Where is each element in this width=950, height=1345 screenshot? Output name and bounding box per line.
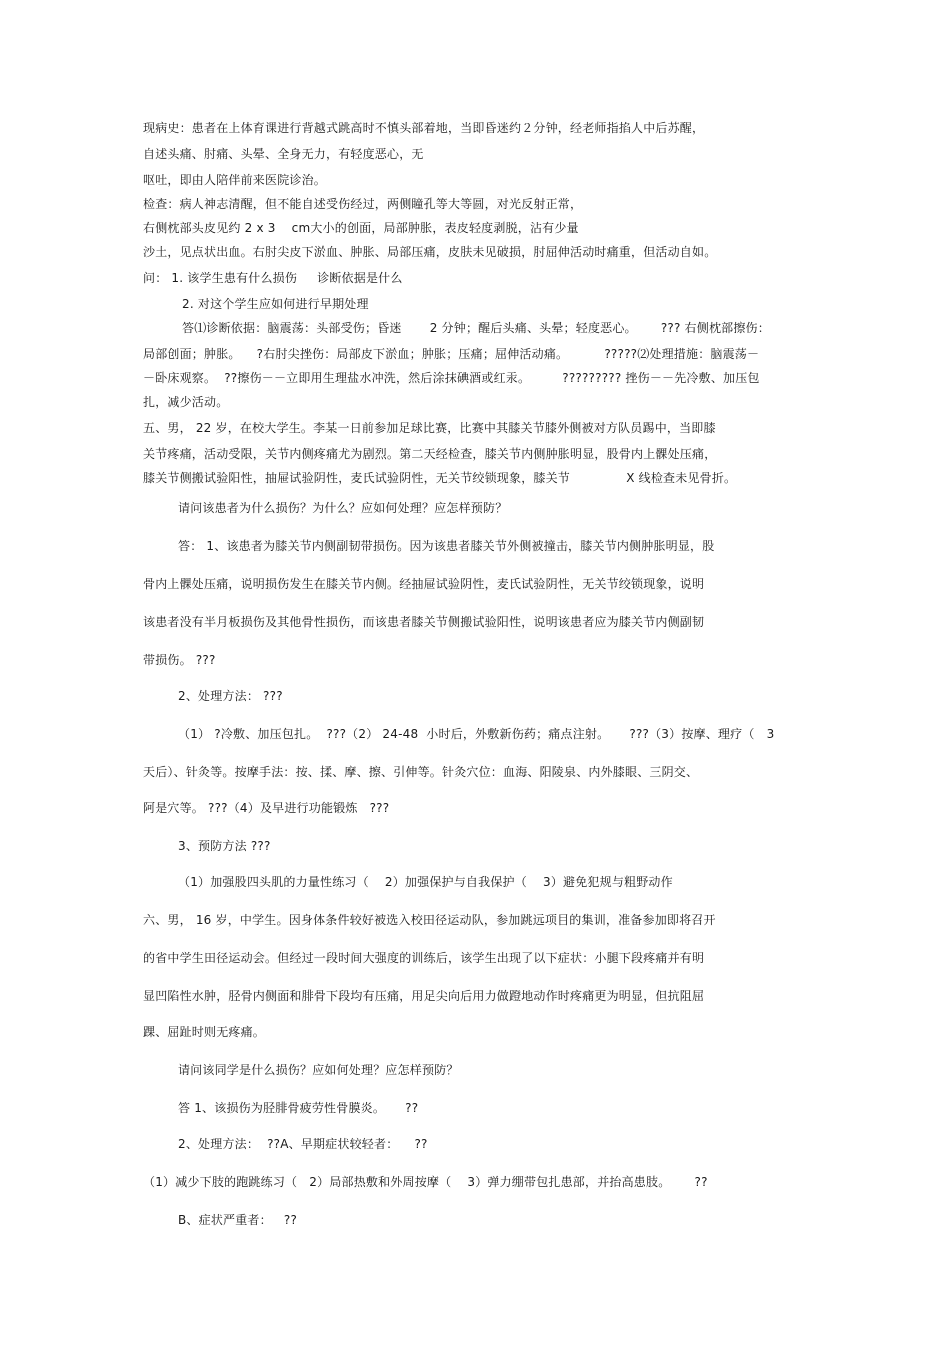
text-line: 显凹陷性水肿，胫骨内侧面和腓骨下段均有压痛，用足尖向后用力做蹬地动作时疼痛更为明显，但抗阻屈 [143,989,705,1003]
text-line: 该患者没有半月板损伤及其他骨性损伤，而该患者膝关节侧搬试验阳性，说明该患者应为膝关节内侧副韧 [143,615,705,629]
text-line: 2、处理方法： ??A、早期症状较轻者： ?? [178,1137,428,1151]
text-line: （1）减少下肢的跑跳练习（ 2）局部热敷和外周按摩（ 3）弹力绷带包扎患部，并抬高患肢。 ?? [143,1175,708,1189]
text-line: 问： 1. 该学生患有什么损伤 诊断依据是什么 [143,271,403,285]
text-line: 沙土，见点状出血。右肘尖皮下淤血、肿胀、局部压痛，皮肤未见破损，肘屈伸活动时痛重，但活动自如。 [143,245,717,259]
text-line: 自述头痛、肘痛、头晕、全身无力，有轻度恶心，无 [143,147,424,161]
text-line: 呕吐，即由人陪伴前来医院诊治。 [143,173,327,187]
text-line: B、症状严重者： ?? [178,1213,298,1227]
text-line: 2. 对这个学生应如何进行早期处理 [182,297,369,311]
text-line: 答： 1、该患者为膝关节内侧副韧带损伤。因为该患者膝关节外侧被撞击，膝关节内侧肿胀明显，股 [178,539,715,553]
text-line: 请问该患者为什么损伤？为什么？应如何处理？应怎样预防？ [178,501,508,515]
text-line: 答⑴诊断依据：脑震荡：头部受伤；昏迷 2 分钟；醒后头痛、头晕；轻度恶心。 ??? 右侧枕部擦伤： [182,321,770,335]
text-line: 关节疼痛，活动受限，关节内侧疼痛尤为剧烈。第二天经检查，膝关节内侧肿胀明显，股骨内上髁处压痛， [143,447,717,461]
text-line: 2、处理方法： ??? [178,689,283,703]
text-line: 请问该同学是什么损伤？应如何处理？应怎样预防？ [178,1063,459,1077]
text-line: 天后）、针灸等。按摩手法：按、揉、摩、擦、引伸等。针灸穴位：血海、阳陵泉、内外膝眼、三阴交、 [143,765,699,779]
text-line: 检查：病人神志清醒，但不能自述受伤经过，两侧瞳孔等大等圆，对光反射正常， [143,197,583,211]
text-line: 膝关节侧搬试验阳性，抽屉试验阴性，麦氏试验阴性，无关节绞锁现象，膝关节 X 线检查未见骨折。 [143,471,737,485]
text-line: －卧床观察。 ??擦伤－－立即用生理盐水冲洗，然后涂抹碘酒或红汞。 ????????? 挫伤－－先冷敷、加压包 [143,371,760,385]
text-line: （1） ?冷敷、加压包扎。 ???（2） 24-48 小时后，外敷新伤药；痛点注射。 ???（3）按摩、理疗（ 3 [178,727,775,741]
text-line: 3、预防方法 ??? [178,839,271,853]
text-line: 踝、屈趾时则无疼痛。 [143,1025,266,1039]
text-line: 扎，减少活动。 [143,395,229,409]
text-line: 现病史：患者在上体育课进行背越式跳高时不慎头部着地，当即昏迷约２分钟，经老师指掐人中后苏醒， [143,121,705,135]
text-line: 骨内上髁处压痛，说明损伤发生在膝关节内侧。经抽屉试验阴性，麦氏试验阴性，无关节绞锁现象，说明 [143,577,705,591]
text-line: （1）加强股四头肌的力量性练习（ 2）加强保护与自我保护（ 3）避免犯规与粗野动作 [178,875,673,889]
text-line: 的省中学生田径运动会。但经过一段时间大强度的训练后，该学生出现了以下症状：小腿下段疼痛并有明 [143,951,705,965]
text-line: 阿是穴等。 ???（4）及早进行功能锻炼 ??? [143,801,390,815]
text-line: 带损伤。 ??? [143,653,216,667]
text-line: 答 1、该损伤为胫腓骨疲劳性骨膜炎。 ?? [178,1101,419,1115]
text-line: 六、男， 16 岁，中学生。因身体条件较好被选入校田径运动队，参加跳远项目的集训，准备参加即将召开 [143,913,716,927]
text-line: 五、男， 22 岁，在校大学生。李某一日前参加足球比赛，比赛中其膝关节膝外侧被对方队员踢中，当即膝 [143,421,716,435]
text-line: 局部创面；肿胀。 ?右肘尖挫伤：局部皮下淤血；肿胀；压痛；屈伸活动痛。 ?????⑵处理措施：脑震荡－ [143,347,760,361]
text-line: 右侧枕部头皮见约 2 x 3 cm大小的创面，局部肿胀，表皮轻度剥脱，沾有少量 [143,221,579,235]
